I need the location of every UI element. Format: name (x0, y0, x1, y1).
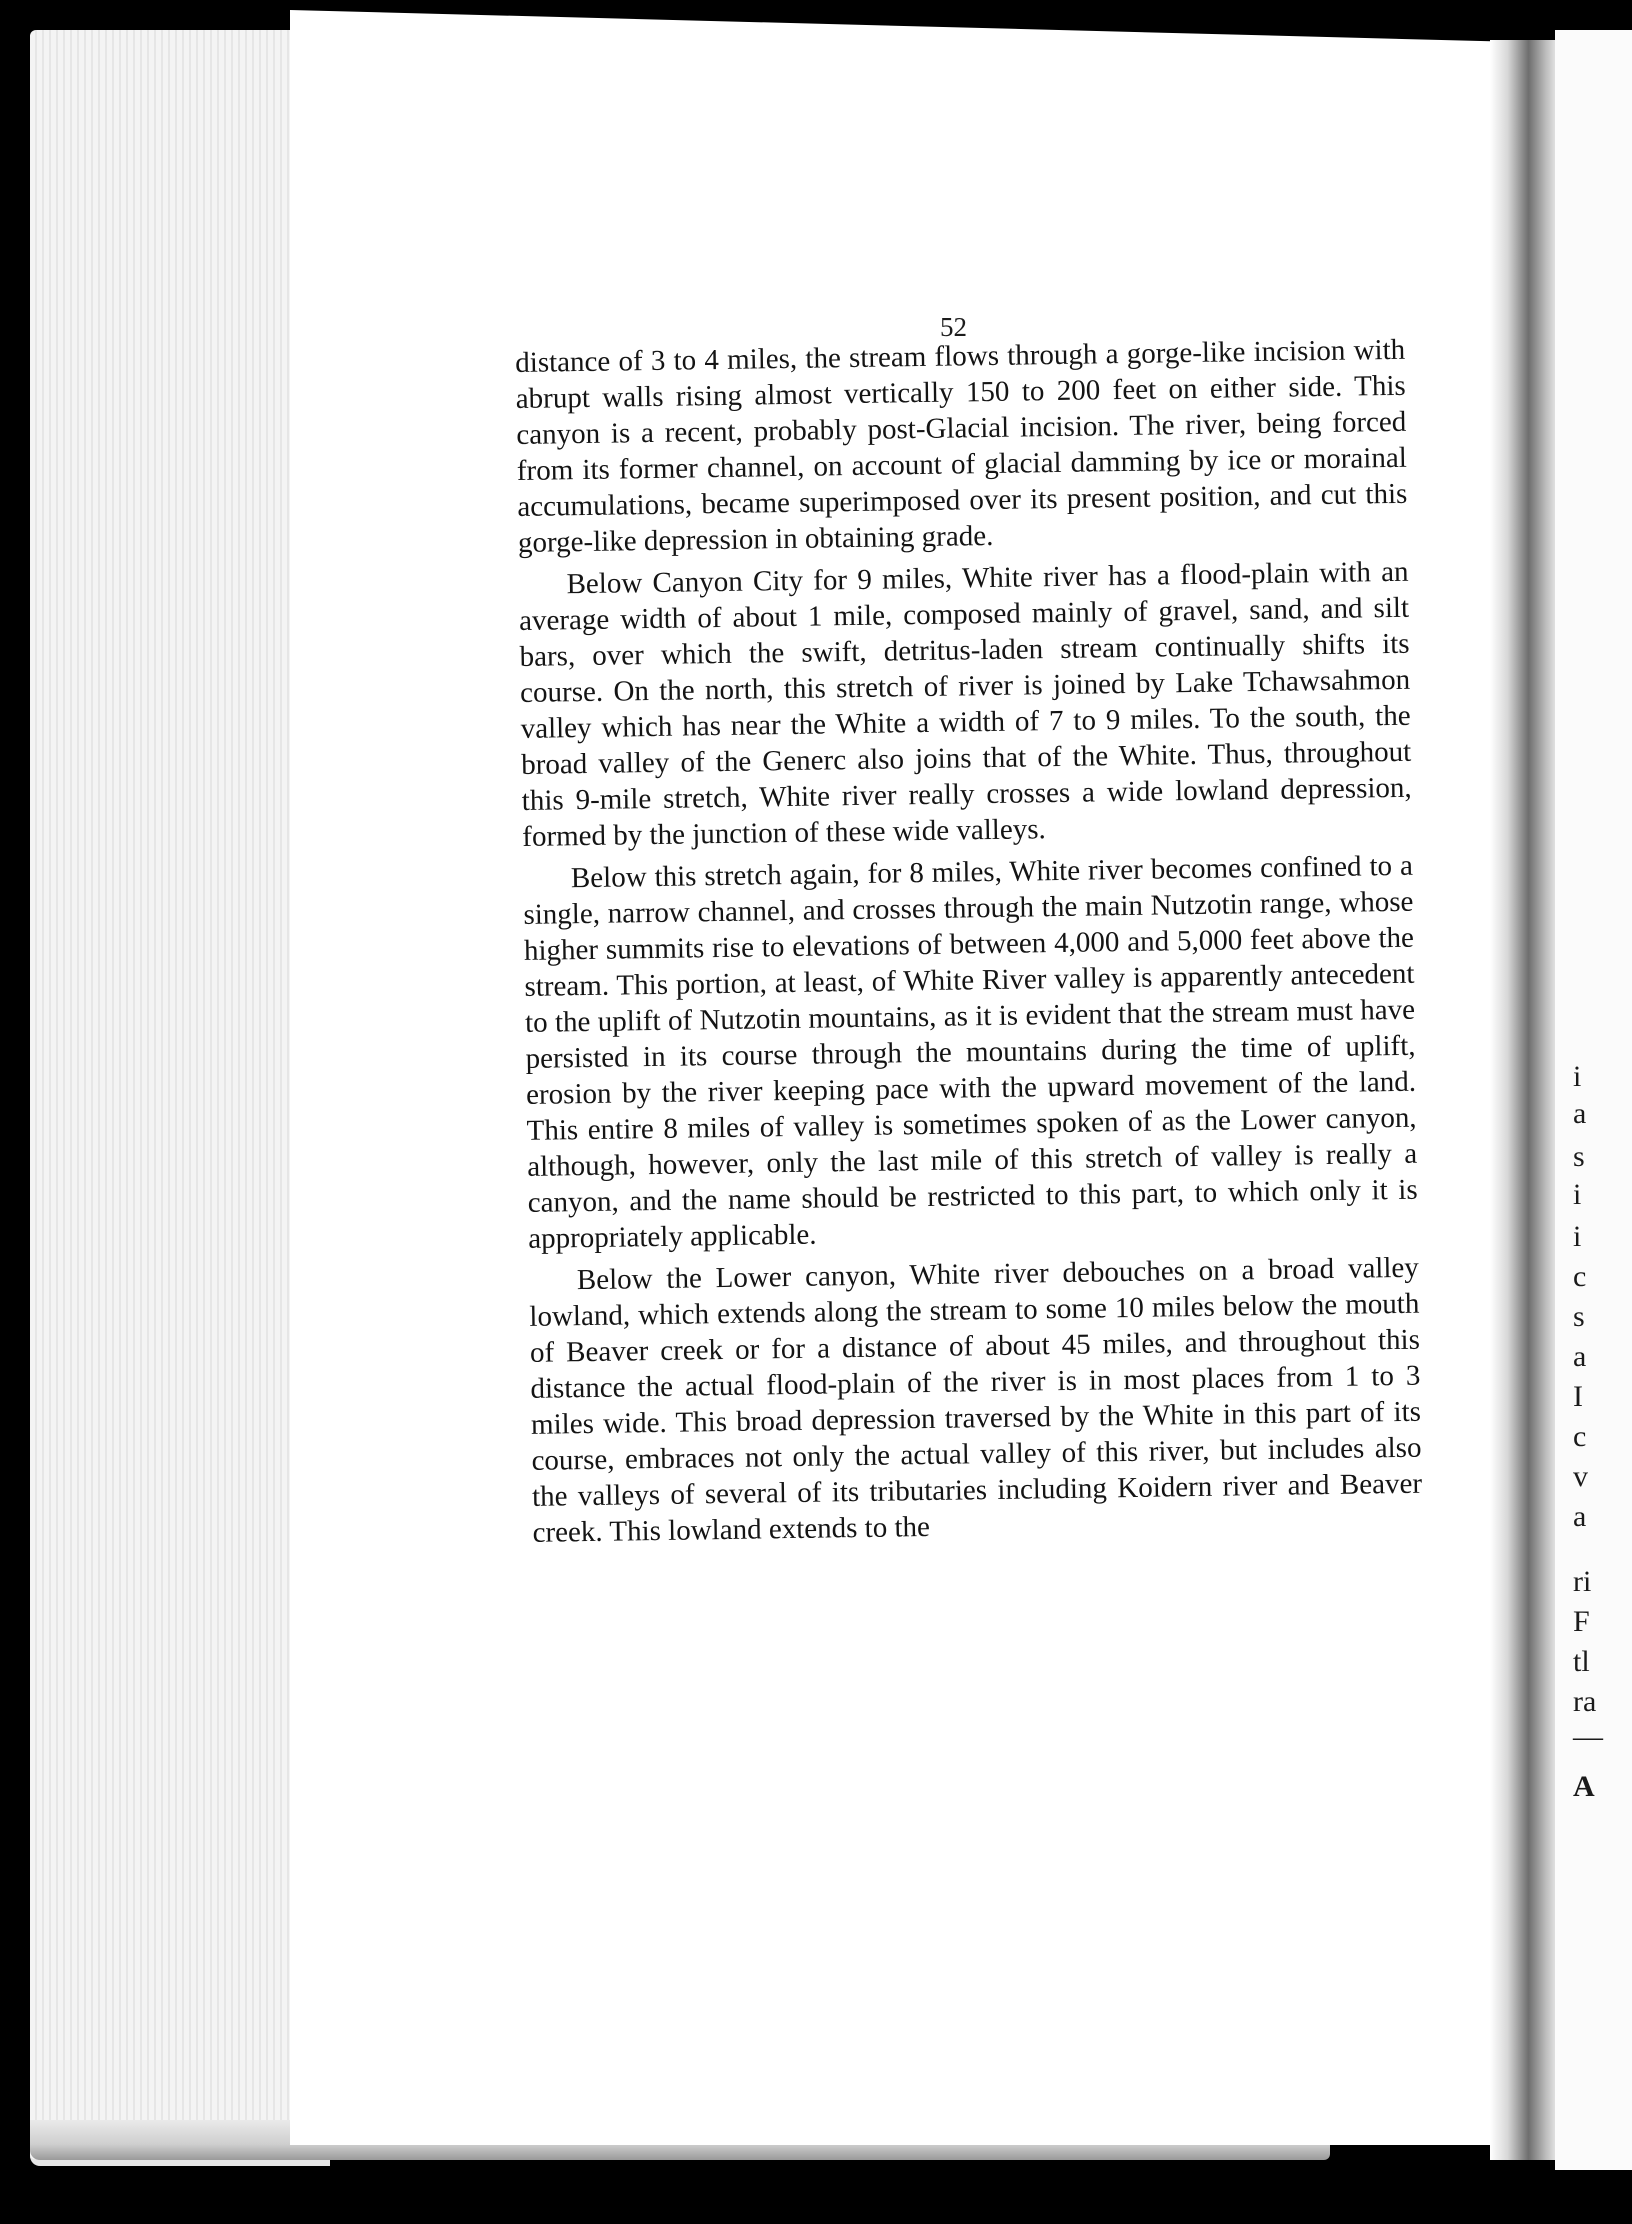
body-text (515, 332, 1423, 1557)
page-number: 52 (940, 312, 967, 342)
facing-page-fragment: i (1573, 1060, 1582, 1093)
book-page-edges (30, 30, 330, 2166)
paragraph: Below this stretch again, for 8 miles, White river becomes confined to a single, narrow channel, and crosses through the main Nutzotin range, whose higher summits rise to elevations of between 4,000 and 5,000 feet above the stream. This portion, at least, of White River valley is apparently antecedent to the uplift of Nutzotin mountains, as it is evident that the stream must have persisted in its course through the mountains during the time of uplift, erosion by the river keeping pace with the upward movement of the land. This entire 8 miles of valley is sometimes spoken of as the Lower canyon, although, however, only the last mile of this stretch of valley is really a canyon, and the name should be restricted to this part, to which only it is appropriately applicable. (523, 849, 1418, 1255)
facing-page-fragment: i (1573, 1178, 1582, 1211)
facing-page-fragment: A (1573, 1770, 1595, 1803)
paragraph: Below Canyon City for 9 miles, White river has a flood-plain with an average width of about 1 mile, composed mainly of gravel, sand, and silt bars, over which the swift, detritus-laden stream continually shifts its course. On the north, this stretch of river is joined by Lake Tchawsahmon valley which has near the White a width of 7 to 9 miles. To the south, the broad valley of the Generc also joins that of the White. Thus, throughout this 9-mile stretch, White river really crosses a wide lowland depression, formed by the junction of these wide valleys. (518, 555, 1412, 853)
facing-page-fragment: c (1573, 1420, 1587, 1453)
facing-page-fragment: ri (1573, 1565, 1592, 1598)
facing-page-fragment: i (1573, 1220, 1582, 1253)
facing-page-fragment: F (1573, 1605, 1590, 1638)
facing-page-fragment: s (1573, 1300, 1585, 1333)
facing-page-fragment: s (1573, 1140, 1585, 1173)
facing-page-fragment: — (1573, 1720, 1603, 1753)
facing-page-fragment: c (1573, 1260, 1587, 1293)
paragraph: distance of 3 to 4 miles, the stream flows through a gorge-like incision with abrupt walls rising almost vertically 150 to 200 feet on either side. This canyon is a recent, probably post-Glacial incision. The river, being forced from its former channel, on account of glacial damming by ice or morainal accumulations, became superimposed over its present position, and cut this gorge-like depression in obtaining grade. (515, 333, 1408, 559)
book-gutter (1490, 40, 1560, 2160)
facing-page-fragment: tl (1573, 1645, 1590, 1678)
facing-page-fragment: ra (1573, 1685, 1597, 1718)
facing-page-fragment: a (1573, 1097, 1587, 1130)
facing-page-fragment: a (1573, 1340, 1587, 1373)
facing-page-fragment: a (1573, 1500, 1587, 1533)
facing-page (1555, 30, 1632, 2170)
paragraph: Below the Lower canyon, White river debouches on a broad valley lowland, which extends along the stream to some 10 miles below the mouth of Beaver creek or for a distance of about 45 miles, and throughout this distance the actual flood-plain of the river is in most places from 1 to 3 miles wide. This broad depression traversed by the White in this part of its course, embraces not only the actual valley of this river, but includes also the valleys of several of its tributaries including Koidern river and Beaver creek. This lowland extends to the (529, 1251, 1423, 1549)
facing-page-fragment: v (1573, 1460, 1588, 1493)
facing-page-fragment: I (1573, 1380, 1583, 1413)
